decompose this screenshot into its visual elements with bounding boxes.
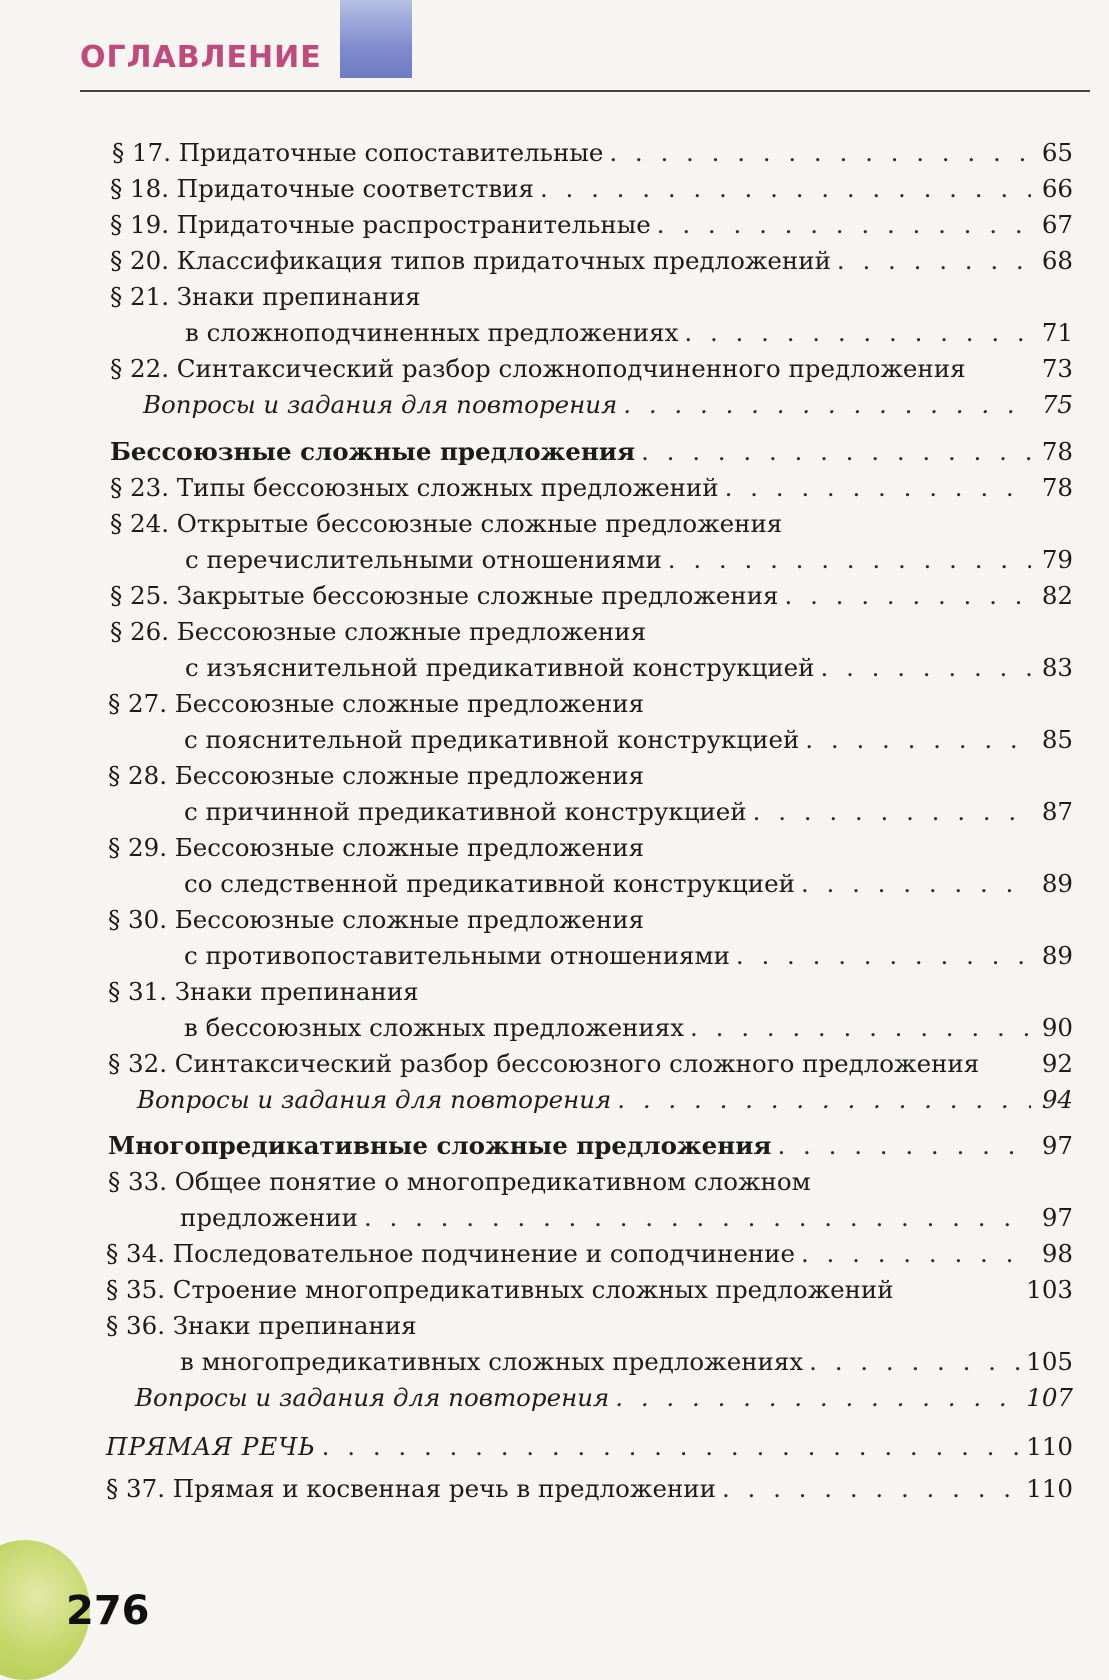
toc-entry[interactable]: [106, 1474, 1073, 1504]
toc-entry-title: § 37. Прямая и косвенная речь в предложении: [106, 1474, 716, 1503]
toc-entry-title: § 35. Строение многопредикативных сложных предложений: [106, 1275, 894, 1304]
toc-entry-page: 83: [1041, 653, 1073, 682]
toc-entry[interactable]: [108, 1049, 1073, 1079]
toc-entry-title: Вопросы и задания для повторения: [143, 390, 618, 419]
toc-section-heading[interactable]: [108, 1131, 1073, 1161]
toc-entry-page: 107: [1026, 1383, 1073, 1412]
toc-entry-heading[interactable]: [108, 761, 644, 791]
toc-entry-page: 71: [1041, 318, 1073, 347]
toc-entry-page: 98: [1041, 1239, 1073, 1268]
toc-entry[interactable]: [110, 354, 1073, 384]
toc-entry-continuation[interactable]: [184, 725, 1073, 755]
toc-entry-title: § 21. Знаки препинания: [110, 282, 421, 311]
toc-entry-page: 79: [1041, 545, 1073, 574]
dot-leader: [615, 1383, 1020, 1413]
toc-entry-page: 89: [1041, 869, 1073, 898]
toc-entry-continuation[interactable]: [180, 1203, 1073, 1233]
toc-entry-heading[interactable]: [108, 689, 644, 719]
dot-leader: [540, 174, 1031, 204]
toc-entry-title: § 28. Бессоюзные сложные предложения: [108, 761, 645, 790]
toc-entry[interactable]: [106, 1239, 1073, 1269]
toc-entry-heading[interactable]: [108, 977, 419, 1007]
toc-entry-page: 82: [1041, 581, 1073, 610]
toc-entry-title: с пояснительной предикативной конструкцией: [184, 725, 800, 754]
toc-review-entry[interactable]: [143, 390, 1073, 420]
toc-entry-page: 73: [1041, 354, 1073, 383]
dot-leader: [785, 581, 1032, 611]
toc-entry-page: 94: [1041, 1085, 1073, 1114]
dot-leader: [777, 1131, 1031, 1161]
toc-entry-title: в многопредикативных сложных предложениях: [180, 1347, 804, 1376]
toc-review-entry[interactable]: [137, 1085, 1073, 1115]
toc-entry-page: 90: [1041, 1013, 1073, 1042]
toc-entry-title: § 27. Бессоюзные сложные предложения: [108, 689, 645, 718]
toc-entry-title: Вопросы и задания для повторения: [137, 1085, 612, 1114]
toc-entry-page: 75: [1041, 390, 1073, 419]
toc-entry-page: 110: [1026, 1432, 1073, 1461]
dot-leader: [801, 869, 1031, 899]
toc-entry-page: 65: [1041, 138, 1073, 167]
toc-entry-continuation[interactable]: [185, 545, 1073, 575]
toc-entry-title: § 18. Придаточные соответствия: [110, 174, 534, 203]
dot-leader: [617, 1085, 1031, 1115]
toc-entry-title: Вопросы и задания для повторения: [135, 1383, 610, 1412]
toc-review-entry[interactable]: [135, 1383, 1073, 1413]
page-header-title: ОГЛАВЛЕНИЕ: [80, 40, 322, 75]
toc-entry-heading[interactable]: [110, 617, 646, 647]
toc-entry-page: 97: [1041, 1131, 1073, 1160]
toc-entry-title: § 29. Бессоюзные сложные предложения: [108, 833, 645, 862]
toc-entry-continuation[interactable]: [185, 318, 1073, 348]
toc-entry-continuation[interactable]: [185, 653, 1073, 683]
toc-entry[interactable]: [110, 246, 1073, 276]
toc-section-heading[interactable]: [110, 437, 1073, 467]
toc-entry-continuation[interactable]: [184, 1013, 1073, 1043]
toc-chapter-heading[interactable]: [106, 1432, 1073, 1462]
toc-entry-title: § 24. Открытые бессоюзные сложные предложения: [110, 509, 783, 538]
toc-entry-title: с изъяснительной предикативной конструкцией: [185, 653, 815, 682]
toc-entry-page: 105: [1026, 1347, 1073, 1376]
toc-entry-title: § 30. Бессоюзные сложные предложения: [108, 905, 645, 934]
toc-entry-title: § 32. Синтаксический разбор бессоюзного сложного предложения: [108, 1049, 980, 1078]
toc-entry-heading[interactable]: [108, 1167, 811, 1197]
dot-leader: [364, 1203, 1031, 1233]
toc-entry-title: в бессоюзных сложных предложениях: [184, 1013, 685, 1042]
dot-leader: [809, 1347, 1020, 1377]
toc-entry-heading[interactable]: [106, 1311, 417, 1341]
toc-entry-title: § 20. Классификация типов придаточных предложений: [110, 246, 831, 275]
toc-entry[interactable]: [112, 138, 1073, 168]
toc-entry-page: 66: [1041, 174, 1073, 203]
toc-entry-title: § 23. Типы бессоюзных сложных предложений: [110, 473, 719, 502]
toc-entry-page: 78: [1041, 473, 1073, 502]
dot-leader: [837, 246, 1031, 276]
dot-leader: [736, 941, 1031, 971]
toc-entry-title: § 36. Знаки препинания: [106, 1311, 417, 1340]
page-number: 276: [66, 1588, 150, 1634]
toc-entry-title: с перечислительными отношениями: [185, 545, 662, 574]
dot-leader: [668, 545, 1031, 575]
toc-entry-title: предложении: [180, 1203, 358, 1232]
toc-entry-title: в сложноподчиненных предложениях: [185, 318, 679, 347]
toc-entry-page: 110: [1026, 1474, 1073, 1503]
toc-entry-title: Многопредикативные сложные предложения: [108, 1131, 772, 1160]
toc-entry-page: 92: [1041, 1049, 1073, 1078]
toc-entry-title: ПРЯМАЯ РЕЧЬ: [106, 1432, 316, 1461]
toc-entry-heading[interactable]: [108, 833, 644, 863]
toc-entry-continuation[interactable]: [184, 869, 1073, 899]
toc-entry-title: Бессоюзные сложные предложения: [110, 437, 636, 466]
toc-entry-heading[interactable]: [110, 509, 782, 539]
toc-entry[interactable]: [110, 581, 1073, 611]
dot-leader: [801, 1239, 1031, 1269]
dot-leader: [690, 1013, 1031, 1043]
dot-leader: [623, 390, 1031, 420]
toc-entry-heading[interactable]: [108, 905, 644, 935]
toc-entry-title: § 25. Закрытые бессоюзные сложные предложения: [110, 581, 779, 610]
toc-entry-title: § 26. Бессоюзные сложные предложения: [110, 617, 647, 646]
dot-leader: [725, 473, 1031, 503]
toc-entry-title: § 22. Синтаксический разбор сложноподчиненного предложения: [110, 354, 966, 383]
toc-entry-continuation[interactable]: [184, 941, 1073, 971]
toc-entry-continuation[interactable]: [180, 1347, 1073, 1377]
toc-entry-page: 68: [1041, 246, 1073, 275]
toc-entry-page: 87: [1041, 797, 1073, 826]
dot-leader: [657, 210, 1031, 240]
dot-leader: [609, 138, 1031, 168]
toc-entry-page: 103: [1026, 1275, 1073, 1304]
dot-leader: [821, 653, 1032, 683]
toc-entry-title: § 31. Знаки препинания: [108, 977, 419, 1006]
toc-entry[interactable]: [110, 210, 1073, 240]
toc-entry-title: со следственной предикативной конструкцией: [184, 869, 795, 898]
toc-entry-page: 78: [1041, 437, 1073, 466]
toc-entry[interactable]: [110, 473, 1073, 503]
dot-leader: [641, 437, 1031, 467]
toc-entry-title: с противопоставительными отношениями: [184, 941, 730, 970]
toc-entry-title: § 34. Последовательное подчинение и соподчинение: [106, 1239, 795, 1268]
toc-entry-title: § 19. Придаточные распространительные: [110, 210, 651, 239]
dot-leader: [322, 1432, 1021, 1462]
dot-leader: [805, 725, 1031, 755]
dot-leader: [684, 318, 1031, 348]
dot-leader: [753, 797, 1031, 827]
toc-entry-page: 97: [1041, 1203, 1073, 1232]
toc-entry-page: 67: [1041, 210, 1073, 239]
dot-leader: [722, 1474, 1020, 1504]
toc-entry[interactable]: [106, 1275, 1073, 1305]
toc-entry-heading[interactable]: [110, 282, 421, 312]
toc-entry[interactable]: [110, 174, 1073, 204]
toc-entry-title: с причинной предикативной конструкцией: [184, 797, 747, 826]
toc-entry-page: 85: [1041, 725, 1073, 754]
toc-entry-title: § 33. Общее понятие о многопредикативном сложном: [108, 1167, 811, 1196]
toc-entry-continuation[interactable]: [184, 797, 1073, 827]
toc-entry-page: 89: [1041, 941, 1073, 970]
toc-entry-title: § 17. Придаточные сопоставительные: [112, 138, 604, 167]
